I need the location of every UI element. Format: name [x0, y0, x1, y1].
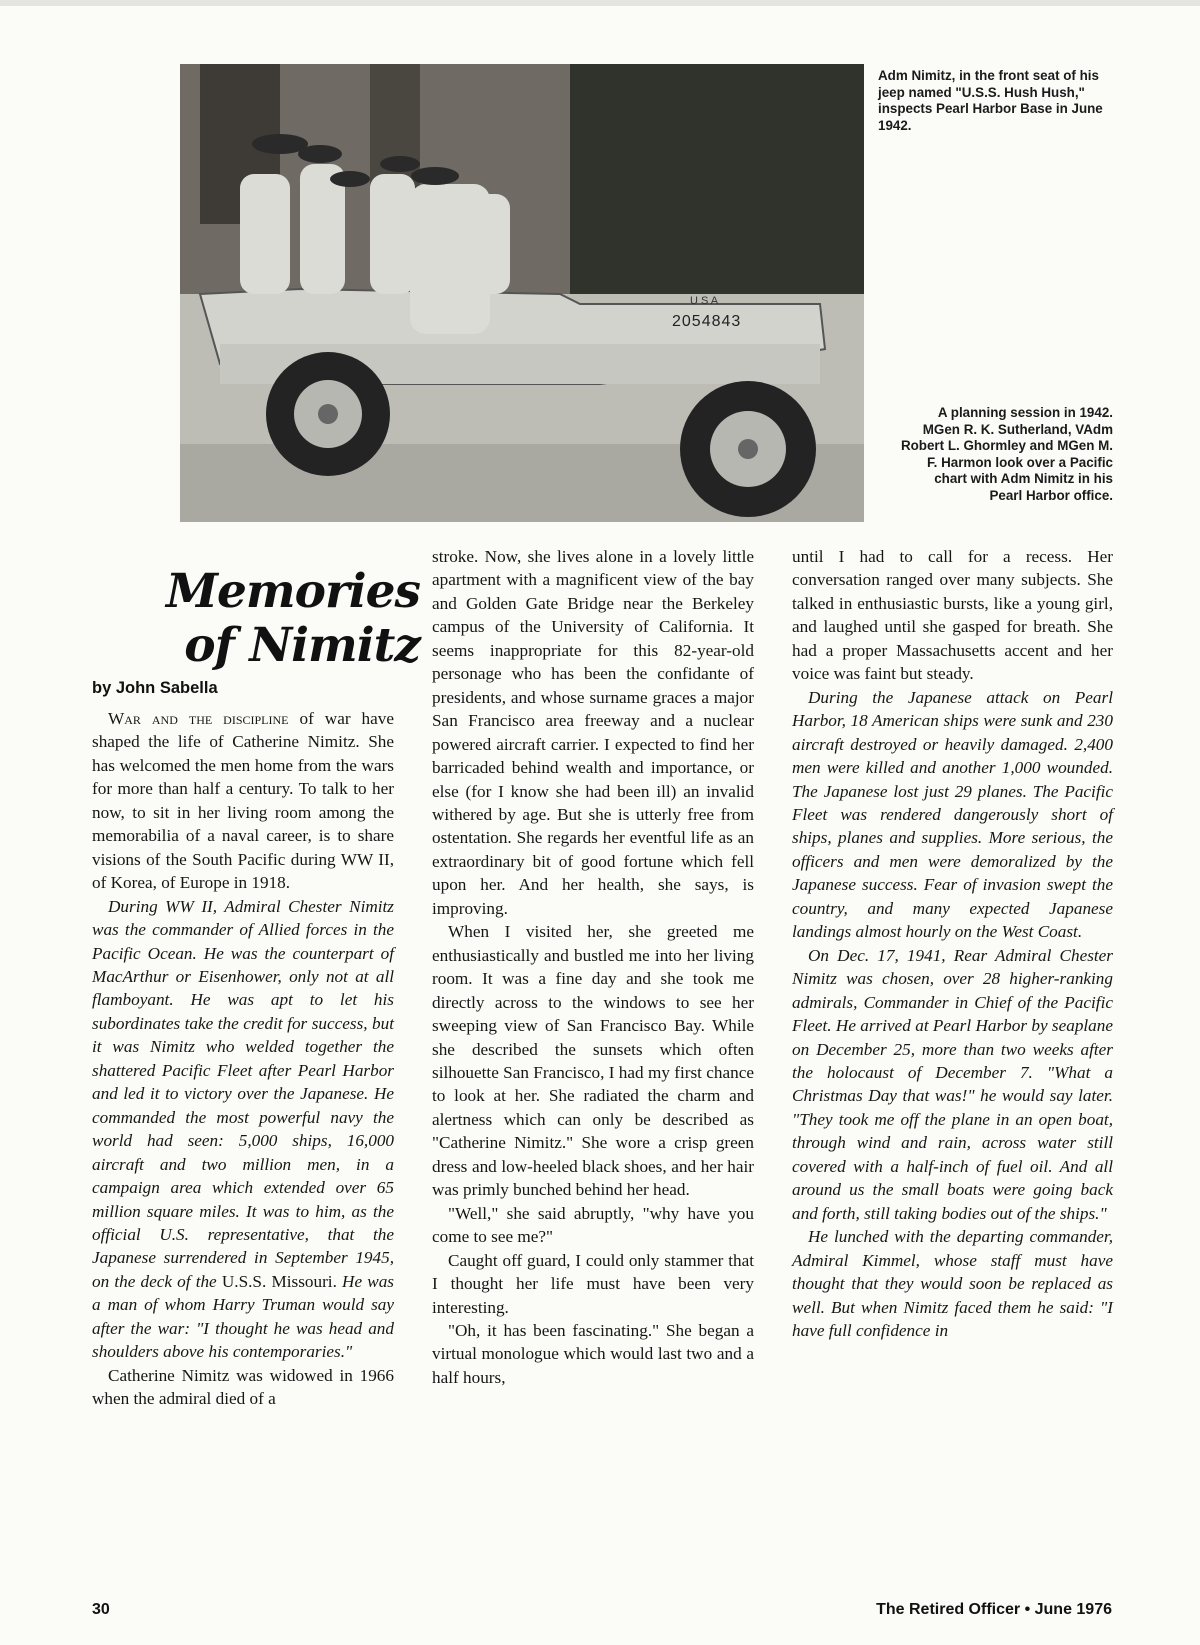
text-run: During WW II, Admiral Chester Nimitz was the commander of Allied forces in the Pacific Ocean. He was the counterpart of MacArthur or Eisenhower, only not at all flamboyant. He was apt to let his subordinates take the credit for success, but it was Nimitz who welded together the shattered Pacific Fleet after Pearl Harbor and led it to victory over the Japanese. He commanded the most powerful navy the world had seen: 5,000 ships, 16,000 aircraft and two million men, in a campaign area which extended over 65 million square miles. It was to him, as the official U.S. representative, that the Japanese surrendered in September 1945, on the deck of the [92, 896, 394, 1291]
jeep-photo [180, 64, 864, 522]
article-title [150, 565, 420, 673]
publication-footer: The Retired Officer • June 1976 [876, 1601, 1112, 1618]
article-paragraph [92, 895, 394, 1364]
text-run: Caught off guard, I could only stammer that I thought her life must have been very interesting. [432, 1250, 754, 1317]
article-paragraph [432, 1319, 754, 1389]
title-line: Memories [166, 564, 420, 619]
text-run: "Well," she said abruptly, "why have you come to see me?" [432, 1203, 754, 1247]
article-column-2 [432, 545, 754, 1389]
page-number: 30 [92, 1601, 110, 1618]
text-run: On Dec. 17, 1941, Rear Admiral Chester Nimitz was chosen, over 28 higher-ranking admirals, Commander in Chief of the Pacific Fleet. He arrived at Pearl Harbor by seaplane on December 25, more than two weeks after the holocaust of December 7. "What a Christmas Day that was!" he would say later. "They took me off the plane in an open boat, through wind and rain, across water still covered with a half-inch of fuel oil. And all around us the small boats were going back and forth, still taking bodies out of the ships." [792, 945, 1113, 1223]
article-paragraph [792, 1225, 1113, 1342]
text-run: U.S.S. Missouri. [221, 1271, 337, 1291]
article-column-1 [92, 707, 394, 1411]
title-line: of Nimitz [184, 618, 420, 673]
article-paragraph [432, 1249, 754, 1319]
photo-caption-jeep: Adm Nimitz, in the front seat of his jeep named "U.S.S. Hush Hush," inspects Pearl Harbor Base in June 1942. [878, 68, 1103, 133]
byline: by John Sabella [92, 679, 218, 697]
text-run: Catherine Nimitz was widowed in 1966 when the admiral died of a [92, 1365, 394, 1409]
scan-edge [0, 0, 1200, 6]
article-paragraph [92, 707, 394, 895]
text-run: until I had to call for a recess. Her conversation ranged over many subjects. She talked in enthusiastic bursts, like a young girl, and laughed until she gasped for breath. She had a proper Massachusetts accent and her voice was faint but steady. [792, 547, 1113, 684]
text-run: "Oh, it has been fascinating." She began a virtual monologue which would last two and a half hours, [432, 1320, 754, 1387]
article-paragraph [792, 545, 1113, 686]
article-column-3 [792, 545, 1113, 1342]
jeep-marking: U S A [690, 295, 719, 307]
article-paragraph [92, 1364, 394, 1411]
text-run: During the Japanese attack on Pearl Harbor, 18 American ships were sunk and 230 aircraft destroyed or heavily damaged. 2,400 men were killed and another 1,000 wounded. The Japanese lost just 29 planes. The Pacific Fleet was rendered dangerously short of ships, planes and supplies. More serious, the officers and men were demoralized by the Japanese success. Fear of invasion swept the country, and many expected Japanese landings almost hourly on the West Coast. [792, 687, 1113, 942]
article-paragraph [432, 1202, 754, 1249]
jeep-number: 2054843 [672, 313, 742, 330]
text-run: He was a man of whom Harry Truman would say after the war: "I thought he was head and shoulders above his contemporaries." [92, 1271, 394, 1362]
article-paragraph [792, 686, 1113, 944]
text-run: stroke. Now, she lives alone in a lovely little apartment with a magnificent view of the bay and Golden Gate Bridge near the Berkeley campus of the University of California. It seems inappropriate for this 82-year-old personage who has been the confidante of presidents, and whose surname graces a major San Francisco area freeway and a nuclear powered aircraft carrier. I expected to find her barricaded behind wealth and importance, or else (for I know she had been ill) an invalid withered by age. But she is utterly free from ostentation. She regards her eventful life as an extraordinary bit of good fortune which fell upon her. And her health, she says, is improving. [432, 547, 754, 918]
text-run: War and the discipline [108, 709, 289, 728]
jeep-photo-illustration [180, 64, 864, 522]
text-run: of war have shaped the life of Catherine Nimitz. She has welcomed the men home from the wars for more than half a century. To talk to her now, to sit in her living room among the memorabilia of a naval career, is to share visions of the South Pacific during WW II, of Korea, of Europe in 1918. [92, 709, 394, 893]
text-run: He lunched with the departing commander, Admiral Kimmel, whose staff must have thought that they would soon be replaced as well. But when Nimitz faced them he said: "I have full confidence in [792, 1227, 1113, 1340]
photo-caption-planning: A planning session in 1942. MGen R. K. Sutherland, VAdm Robert L. Ghormley and MGen M. F. Harmon look over a Pacific chart with Adm Nimitz in his Pearl Harbor office. [900, 405, 1113, 503]
article-paragraph [792, 944, 1113, 1225]
article-paragraph [432, 545, 754, 920]
text-run: When I visited her, she greeted me enthusiastically and bustled me into her living room. It was a fine day and she took me directly across to the windows to see her sweeping view of San Francisco Bay. While she described the sunsets which often silhouette San Francisco, I had my first chance to look at her. She radiated the charm and alertness which can only be described as "Catherine Nimitz." She wore a crisp green dress and low-heeled black shoes, and her hair was primly bunched behind her head. [432, 922, 754, 1200]
article-paragraph [432, 920, 754, 1201]
